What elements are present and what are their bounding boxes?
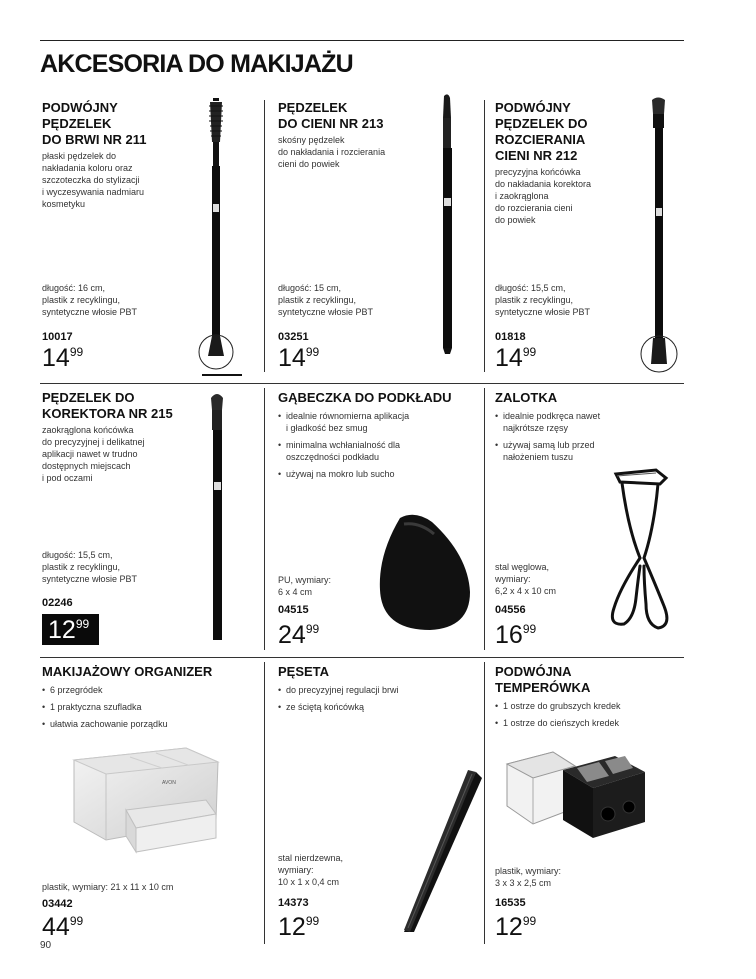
feature-item: • ze ściętą końcówką [278, 701, 478, 713]
column-divider [484, 100, 485, 372]
feature-item: • 6 przegródek [42, 684, 252, 696]
column-divider [264, 388, 265, 650]
column-divider [264, 662, 265, 944]
product-title: PĘDZELEK DO KOREKTORA NR 215 [42, 390, 173, 421]
feature-item: • używaj samą lub przed nałożeniem tuszu [495, 439, 675, 463]
product-title: GĄBECZKA DO PODKŁADU [278, 390, 452, 405]
organizer-logo: AVON [162, 780, 176, 786]
product-description: skośny pędzelek do nakładania i rozcierania cieni do powiek [278, 135, 386, 169]
concealer-brush-image [202, 390, 232, 645]
product-price: $14^{99}$ [495, 344, 537, 372]
feature-item: • używaj na mokro lub sucho [278, 468, 478, 480]
product-price: $16^{99}$ [495, 621, 537, 649]
product-code: 10017 [42, 331, 73, 343]
product-card-brow-brush [42, 100, 192, 210]
column-divider [484, 662, 485, 944]
product-price: $12^{99}$ [42, 614, 99, 645]
brow-brush-image [196, 94, 242, 384]
product-spec: PU, wymiary: 6 x 4 cm [278, 575, 332, 597]
page-number: 90 [40, 940, 52, 951]
product-card-eyeshadow-brush [278, 100, 428, 170]
product-spec: długość: 15 cm, plastik z recyklingu, syntetyczne włosie PBT [278, 283, 374, 317]
product-spec: plastik, wymiary: 21 x 11 x 10 cm [42, 882, 174, 892]
product-title: PODWÓJNY PĘDZELEK DO ROZCIERANIA CIENI NR 212 [495, 100, 588, 163]
feature-item: • idealnie podkręca nawet najkrótsze rzęsy [495, 410, 675, 434]
product-spec: długość: 15,5 cm, plastik z recyklingu, syntetyczne włosie PBT [42, 550, 138, 584]
product-spec: plastik, wymiary: 3 x 3 x 2,5 cm [495, 866, 562, 888]
feature-item: • 1 ostrze do grubszych kredek [495, 700, 685, 712]
product-code: 14373 [278, 897, 309, 909]
row-divider [40, 657, 684, 658]
product-features [278, 684, 478, 713]
product-card-eyelash-curler [495, 390, 675, 468]
feature-item: • do precyzyjnej regulacji brwi [278, 684, 478, 696]
product-features [278, 410, 478, 480]
sponge-image [370, 510, 480, 635]
product-code: 03442 [42, 898, 73, 910]
product-card-sharpener [495, 664, 685, 734]
product-card-tweezers [278, 664, 478, 718]
product-code: 02246 [42, 597, 73, 609]
product-spec: stal nierdzewna, wymiary: 10 x 1 x 0,4 cm [278, 853, 344, 887]
feature-item: • 1 praktyczna szufladka [42, 701, 252, 713]
product-price: $14^{99}$ [278, 344, 320, 372]
product-code: 03251 [278, 331, 309, 343]
product-price: $14^{99}$ [42, 344, 84, 372]
column-divider [484, 388, 485, 650]
product-title: PODWÓJNY PĘDZELEK DO BRWI NR 211 [42, 100, 147, 147]
product-card-double-blending-brush [495, 100, 635, 226]
sharpener-image [505, 746, 655, 846]
feature-item: • idealnie równomierna aplikacja i gładkość bez smug [278, 410, 478, 434]
product-features [495, 700, 685, 729]
product-price: $44^{99}$ [42, 913, 84, 941]
product-title: MAKIJAŻOWY ORGANIZER [42, 664, 213, 679]
product-title: PĘSETA [278, 664, 330, 679]
page-title: AKCESORIA DO MAKIJAŻU [40, 50, 353, 78]
product-card-concealer-brush [42, 390, 202, 484]
eyeshadow-brush-image [432, 92, 462, 357]
product-description: precyzyjna końcówka do nakładania korektora i zaokrąglona do rozcierania cieni do powiek [495, 167, 592, 225]
product-code: 04515 [278, 604, 309, 616]
product-description: płaski pędzelek do nakładania koloru oraz szczoteczka do stylizacji i wyczesywania nadmiaru kosmetyku [42, 151, 145, 209]
product-title: ZALOTKA [495, 390, 558, 405]
product-code: 01818 [495, 331, 526, 343]
product-card-organizer [42, 664, 252, 735]
product-spec: długość: 16 cm, plastik z recyklingu, syntetyczne włosie PBT [42, 283, 138, 317]
feature-item: • 1 ostrze do cieńszych kredek [495, 717, 685, 729]
product-code: 16535 [495, 897, 526, 909]
top-rule [40, 40, 684, 41]
product-title: PODWÓJNA TEMPERÓWKA [495, 664, 591, 695]
feature-item: • ułatwia zachowanie porządku [42, 718, 252, 730]
product-title: PĘDZELEK DO CIENI NR 213 [278, 100, 384, 131]
product-description: zaokrąglona końcówka do precyzyjnej i delikatnej aplikacji nawet w trudno dostępnych miejscach i pod oczami [42, 425, 145, 483]
product-features [42, 684, 252, 730]
product-features [495, 410, 675, 463]
product-card-sponge [278, 390, 478, 485]
feature-item: • minimalna wchłanialność dla oszczędności podkładu [278, 439, 478, 463]
organizer-image [66, 740, 226, 860]
product-price: $24^{99}$ [278, 621, 320, 649]
product-code: 04556 [495, 604, 526, 616]
eyelash-curler-image [600, 468, 684, 643]
tweezers-image [398, 768, 484, 940]
double-blending-brush-image [638, 96, 682, 376]
product-price: $12^{99}$ [278, 913, 320, 941]
product-spec: długość: 15,5 cm, plastik z recyklingu, syntetyczne włosie PBT [495, 283, 591, 317]
product-spec: stal węglowa, wymiary: 6,2 x 4 x 10 cm [495, 562, 557, 596]
row-divider [40, 383, 684, 384]
product-price: $12^{99}$ [495, 913, 537, 941]
column-divider [264, 100, 265, 372]
